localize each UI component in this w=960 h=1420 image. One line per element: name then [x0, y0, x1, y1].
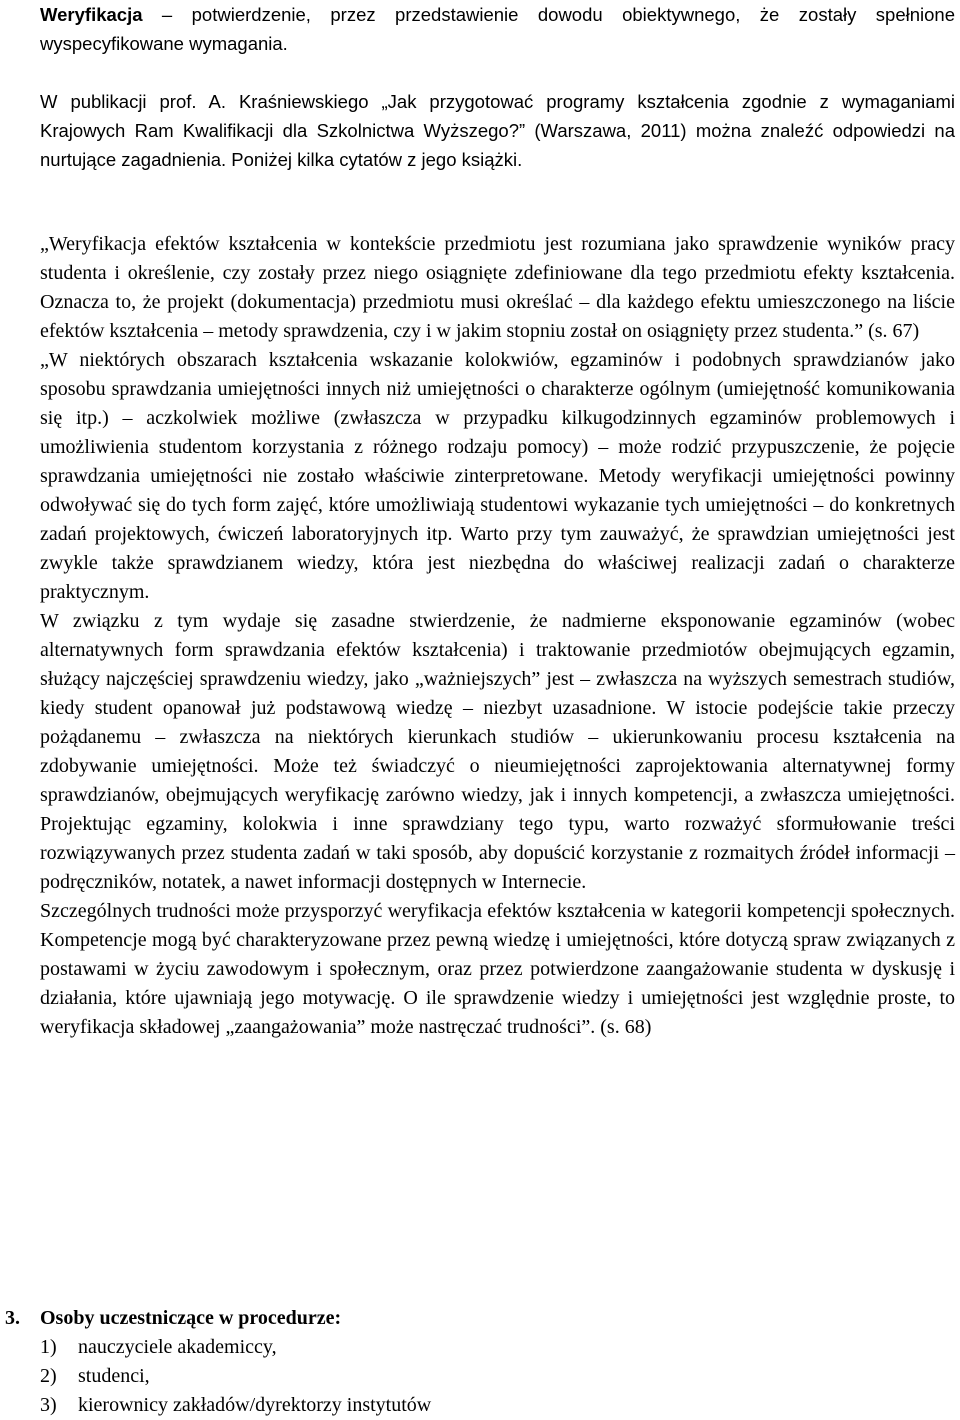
quotes-block — [40, 230, 955, 1042]
list-item — [40, 1391, 955, 1420]
section-heading — [5, 1304, 955, 1333]
section-number: 3. — [5, 1307, 20, 1329]
list-item-text: kierownicy zakładów/dyrektorzy instytutów — [78, 1394, 432, 1416]
list-item — [40, 1362, 955, 1391]
participants-section — [5, 1304, 955, 1420]
quote-paragraph-4: Szczególnych trudności może przysporzyć weryfikacja efektów kształcenia w kategorii kompetencji społecznych. Kompetencje mogą być charakteryzowane przez pewną wiedzę i umiejętności, które dotyczą spraw związanych z postawami w życiu zawodowym i społecznym, oraz przez potwierdzone zaangażowanie studenta w dyskusję i działania, które ujawniają jego motywację. O ile sprawdzenie wiedzy i umiejętności jest względnie proste, to weryfikacja składowej „zaangażowania” może nastręczać trudności”. (s. 68) — [40, 900, 955, 1038]
quote-paragraph-1: „Weryfikacja efektów kształcenia w kontekście przedmiotu jest rozumiana jako sprawdzenie wyników pracy studenta i określenie, czy zostały przez niego osiągnięte zdefiniowane dla tego przedmiotu efekty kształcenia. Oznacza to, że projekt (dokumentacja) przedmiotu musi określać – dla każdego efektu umieszczonego na liście efektów kształcenia – metody sprawdzenia, czy i w jakim stopniu został on osiągnięty przez studenta.” (s. 67) — [40, 233, 955, 342]
list-item-number: 2) — [40, 1365, 57, 1387]
definition-paragraph — [40, 0, 955, 58]
reference-paragraph: W publikacji prof. A. Kraśniewskiego „Jak przygotować programy kształcenia zgodnie z wymaganiami Krajowych Ram Kwalifikacji dla Szkolnictwa Wyższego?” (Warszawa, 2011) można znaleźć odpowiedzi na nurtujące zagadnienia. Poniżej kilka cytatów z jego książki. — [40, 91, 955, 170]
list-item-number: 1) — [40, 1336, 57, 1358]
quote-paragraph-2: „W niektórych obszarach kształcenia wskazanie kolokwiów, egzaminów i podobnych sprawdzianów jako sposobu sprawdzania umiejętności innych niż umiejętności o charakterze ogólnym (umiejętność komunikowania się itp.) – aczkolwiek możliwe (zwłaszcza w przypadku kilkugodzinnych egzaminów problemowych i umożliwienia studentom korzystania z różnego rodzaju pomocy) – może rodzić przypuszczenie, że pojęcie sprawdzania umiejętności nie zostało właściwie zinterpretowane. Metody weryfikacji umiejętności powinny odwoływać się do tych form zajęć, które umożliwiają studentowi wykazanie tych umiejętności – do konkretnych zadań projektowych, ćwiczeń laboratoryjnych itp. Warto przy tym zauważyć, że sprawdzian umiejętności jest zwykle także sprawdzianem wiedzy, która jest niezbędna do właściwej realizacji zadań o charakterze praktycznym. — [40, 349, 955, 603]
section-title: Osoby uczestniczące w procedurze: — [40, 1307, 342, 1329]
list-item-text: nauczyciele akademiccy, — [78, 1336, 277, 1358]
participants-list — [40, 1333, 955, 1420]
list-item — [40, 1333, 955, 1362]
quote-paragraph-3: W związku z tym wydaje się zasadne stwierdzenie, że nadmierne eksponowanie egzaminów (wobec alternatywnych form sprawdzania efektów kształcenia) i traktowanie przedmiotów obejmujących egzamin, służący najczęściej sprawdzeniu wiedzy, jako „ważniejszych” jest – zwłaszcza na wyższych semestrach studiów, kiedy student opanował już podstawową wiedzę – niezbyt uzasadnione. W istocie podejście takie przeczy pożądanemu – zwłaszcza na niektórych kierunkach studiów – ukierunkowaniu procesu kształcenia na zdobywanie umiejętności. Może też świadczyć o nieumiejętności zaprojektowania alternatywnej formy sprawdzianów, obejmujących weryfikację zarówno wiedzy, jak i innych kompetencji, a zwłaszcza umiejętności. Projektując egzaminy, kolokwia i inne sprawdziany tego typu, warto rozważyć sformułowanie treści rozwiązywanych przez studenta zadań w taki sposób, aby dopuścić korzystanie z rozmaitych źródeł informacji – podręczników, notatek, a nawet informacji dostępnych w Internecie. — [40, 610, 955, 893]
definition-text: – potwierdzenie, przez przedstawienie dowodu obiektywnego, że zostały spełnione wyspecyfikowane wymagania. — [40, 4, 955, 54]
list-item-text: studenci, — [78, 1365, 150, 1387]
definition-term: Weryfikacja — [40, 4, 143, 25]
list-item-number: 3) — [40, 1394, 57, 1416]
intro-block — [40, 0, 955, 174]
